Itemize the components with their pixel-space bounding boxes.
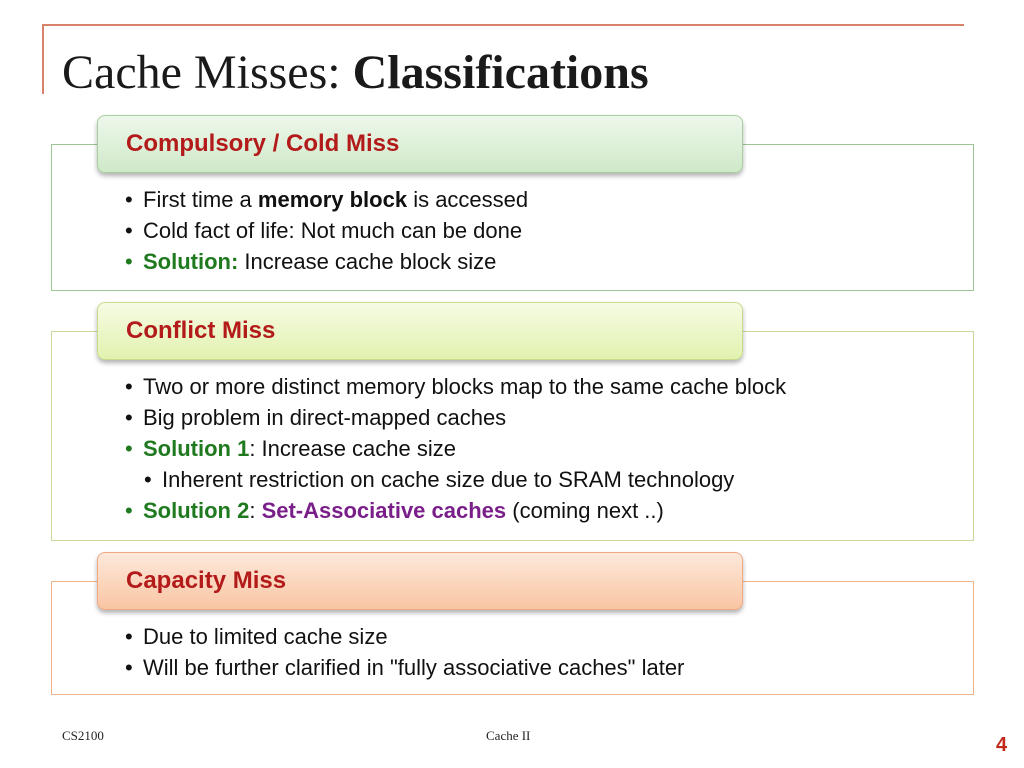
bullet-item — [123, 402, 786, 433]
bullet-text: Increase cache block size — [238, 249, 497, 274]
bullet-text: Inherent restriction on cache size due to SRAM technology — [162, 467, 735, 492]
capacity-miss-heading: Capacity Miss — [126, 567, 287, 594]
bullet-item — [123, 215, 528, 246]
bullet-item-solution — [123, 433, 786, 464]
bullet-item — [123, 184, 528, 215]
accent-line-vertical — [42, 24, 44, 94]
bullet-bold-term: memory block — [257, 187, 408, 212]
sub-bullet-item — [142, 464, 786, 495]
compulsory-miss-heading: Compulsory / Cold Miss — [126, 130, 400, 157]
bullet-text: First time a — [143, 187, 258, 212]
compulsory-miss-heading-box — [97, 115, 743, 173]
solution-label: Solution: — [143, 249, 239, 274]
bullet-item — [123, 652, 684, 683]
footer-course: CS2100 — [62, 728, 104, 743]
bullet-item-solution — [123, 246, 528, 277]
bullet-text: : Increase cache size — [249, 436, 456, 461]
bullet-text: Due to limited cache size — [143, 624, 388, 649]
accent-line-horizontal — [42, 24, 964, 26]
bullet-text: is accessed — [407, 187, 529, 212]
highlight-term: Set-Associative caches — [261, 498, 507, 523]
conflict-miss-heading-box — [97, 302, 743, 360]
solution-label: Solution 1 — [143, 436, 250, 461]
bullet-separator: : — [249, 498, 262, 523]
bullet-item-solution — [123, 495, 786, 526]
bullet-text: (coming next ..) — [506, 498, 664, 523]
conflict-miss-heading: Conflict Miss — [126, 317, 276, 344]
capacity-miss-heading-box — [97, 552, 743, 610]
bullet-text: Will be further clarified in "fully associative caches" later — [143, 655, 685, 680]
bullet-item — [123, 371, 786, 402]
title-regular: Cache Misses: — [62, 46, 353, 99]
solution-label: Solution 2 — [143, 498, 250, 523]
slide-title — [62, 40, 649, 106]
bullet-text: Big problem in direct-mapped caches — [143, 405, 507, 430]
bullet-text: Cold fact of life: Not much can be done — [143, 218, 523, 243]
slide-number: 4 — [996, 734, 1008, 756]
capacity-miss-bullets — [123, 621, 684, 683]
bullet-text: Two or more distinct memory blocks map to the same cache block — [143, 374, 787, 399]
footer-topic: Cache II — [486, 728, 531, 743]
bullet-item — [123, 621, 684, 652]
title-bold: Classifications — [352, 46, 649, 99]
conflict-miss-bullets — [123, 371, 786, 526]
compulsory-miss-bullets — [123, 184, 528, 277]
